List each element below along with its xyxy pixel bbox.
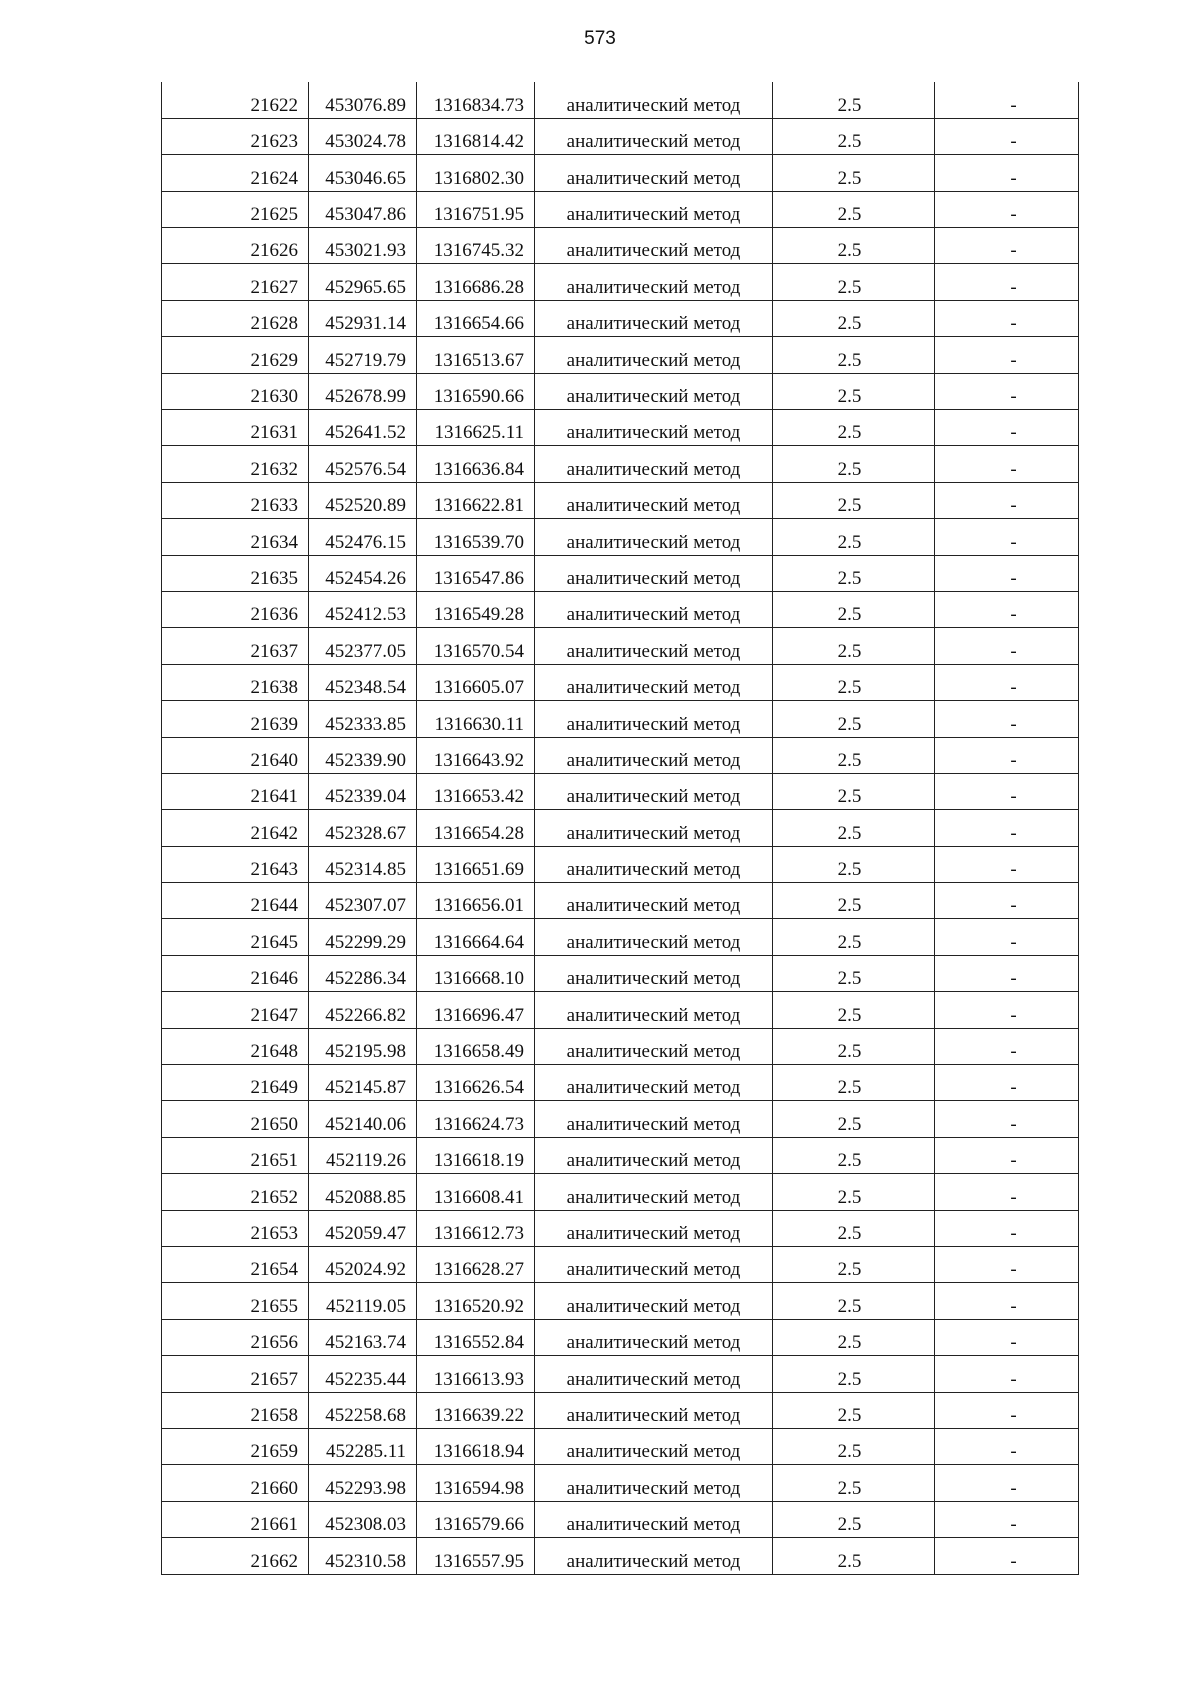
x-coordinate-cell: 452328.67	[309, 810, 417, 846]
y-coordinate-cell: 1316664.64	[417, 919, 535, 955]
method-cell: аналитический метод	[535, 228, 773, 264]
accuracy-cell: 2.5	[773, 482, 935, 518]
table-row	[162, 1538, 1079, 1574]
x-coordinate-cell: 452088.85	[309, 1174, 417, 1210]
coordinates-table-body	[162, 82, 1079, 1574]
method-cell: аналитический метод	[535, 555, 773, 591]
method-cell: аналитический метод	[535, 737, 773, 773]
accuracy-cell: 2.5	[773, 846, 935, 882]
point-number-cell: 21646	[162, 955, 309, 991]
table-row	[162, 773, 1079, 809]
accuracy-cell: 2.5	[773, 919, 935, 955]
method-cell: аналитический метод	[535, 264, 773, 300]
table-row	[162, 1465, 1079, 1501]
table-row	[162, 1392, 1079, 1428]
y-coordinate-cell: 1316590.66	[417, 373, 535, 409]
table-row	[162, 555, 1079, 591]
y-coordinate-cell: 1316552.84	[417, 1319, 535, 1355]
note-cell: -	[935, 1101, 1079, 1137]
method-cell: аналитический метод	[535, 1538, 773, 1574]
x-coordinate-cell: 452299.29	[309, 919, 417, 955]
accuracy-cell: 2.5	[773, 1356, 935, 1392]
point-number-cell: 21632	[162, 446, 309, 482]
point-number-cell: 21641	[162, 773, 309, 809]
note-cell: -	[935, 373, 1079, 409]
point-number-cell: 21653	[162, 1210, 309, 1246]
note-cell: -	[935, 519, 1079, 555]
table-row	[162, 118, 1079, 154]
point-number-cell: 21639	[162, 701, 309, 737]
table-row	[162, 373, 1079, 409]
accuracy-cell: 2.5	[773, 155, 935, 191]
method-cell: аналитический метод	[535, 773, 773, 809]
note-cell: -	[935, 1428, 1079, 1464]
method-cell: аналитический метод	[535, 300, 773, 336]
point-number-cell: 21657	[162, 1356, 309, 1392]
method-cell: аналитический метод	[535, 1247, 773, 1283]
table-row	[162, 1101, 1079, 1137]
y-coordinate-cell: 1316643.92	[417, 737, 535, 773]
note-cell: -	[935, 1392, 1079, 1428]
point-number-cell: 21643	[162, 846, 309, 882]
x-coordinate-cell: 452140.06	[309, 1101, 417, 1137]
y-coordinate-cell: 1316520.92	[417, 1283, 535, 1319]
method-cell: аналитический метод	[535, 191, 773, 227]
accuracy-cell: 2.5	[773, 337, 935, 373]
x-coordinate-cell: 452119.05	[309, 1283, 417, 1319]
point-number-cell: 21636	[162, 591, 309, 627]
method-cell: аналитический метод	[535, 410, 773, 446]
accuracy-cell: 2.5	[773, 373, 935, 409]
method-cell: аналитический метод	[535, 446, 773, 482]
x-coordinate-cell: 452576.54	[309, 446, 417, 482]
table-row	[162, 846, 1079, 882]
x-coordinate-cell: 453076.89	[309, 82, 417, 118]
table-row	[162, 810, 1079, 846]
method-cell: аналитический метод	[535, 373, 773, 409]
table-row	[162, 482, 1079, 518]
note-cell: -	[935, 1319, 1079, 1355]
method-cell: аналитический метод	[535, 482, 773, 518]
table-row	[162, 446, 1079, 482]
method-cell: аналитический метод	[535, 591, 773, 627]
point-number-cell: 21638	[162, 664, 309, 700]
x-coordinate-cell: 452520.89	[309, 482, 417, 518]
y-coordinate-cell: 1316696.47	[417, 992, 535, 1028]
y-coordinate-cell: 1316686.28	[417, 264, 535, 300]
note-cell: -	[935, 228, 1079, 264]
note-cell: -	[935, 1247, 1079, 1283]
table-row	[162, 1501, 1079, 1537]
point-number-cell: 21642	[162, 810, 309, 846]
note-cell: -	[935, 482, 1079, 518]
table-row	[162, 519, 1079, 555]
note-cell: -	[935, 919, 1079, 955]
point-number-cell: 21662	[162, 1538, 309, 1574]
table-row	[162, 228, 1079, 264]
accuracy-cell: 2.5	[773, 628, 935, 664]
y-coordinate-cell: 1316654.28	[417, 810, 535, 846]
method-cell: аналитический метод	[535, 1028, 773, 1064]
note-cell: -	[935, 846, 1079, 882]
point-number-cell: 21649	[162, 1065, 309, 1101]
x-coordinate-cell: 452931.14	[309, 300, 417, 336]
y-coordinate-cell: 1316513.67	[417, 337, 535, 373]
note-cell: -	[935, 1538, 1079, 1574]
method-cell: аналитический метод	[535, 1501, 773, 1537]
y-coordinate-cell: 1316618.94	[417, 1428, 535, 1464]
accuracy-cell: 2.5	[773, 1392, 935, 1428]
coordinates-table	[161, 82, 1079, 1575]
accuracy-cell: 2.5	[773, 701, 935, 737]
y-coordinate-cell: 1316639.22	[417, 1392, 535, 1428]
y-coordinate-cell: 1316625.11	[417, 410, 535, 446]
y-coordinate-cell: 1316618.19	[417, 1137, 535, 1173]
y-coordinate-cell: 1316628.27	[417, 1247, 535, 1283]
point-number-cell: 21627	[162, 264, 309, 300]
y-coordinate-cell: 1316549.28	[417, 591, 535, 627]
accuracy-cell: 2.5	[773, 82, 935, 118]
accuracy-cell: 2.5	[773, 1283, 935, 1319]
method-cell: аналитический метод	[535, 664, 773, 700]
note-cell: -	[935, 955, 1079, 991]
method-cell: аналитический метод	[535, 1101, 773, 1137]
accuracy-cell: 2.5	[773, 446, 935, 482]
table-row	[162, 410, 1079, 446]
note-cell: -	[935, 1065, 1079, 1101]
accuracy-cell: 2.5	[773, 191, 935, 227]
page-number: 573	[584, 28, 616, 49]
note-cell: -	[935, 1210, 1079, 1246]
x-coordinate-cell: 452965.65	[309, 264, 417, 300]
method-cell: аналитический метод	[535, 155, 773, 191]
method-cell: аналитический метод	[535, 883, 773, 919]
table-row	[162, 955, 1079, 991]
table-row	[162, 591, 1079, 627]
note-cell: -	[935, 1028, 1079, 1064]
accuracy-cell: 2.5	[773, 228, 935, 264]
note-cell: -	[935, 1465, 1079, 1501]
accuracy-cell: 2.5	[773, 810, 935, 846]
x-coordinate-cell: 452163.74	[309, 1319, 417, 1355]
y-coordinate-cell: 1316668.10	[417, 955, 535, 991]
method-cell: аналитический метод	[535, 919, 773, 955]
x-coordinate-cell: 452339.90	[309, 737, 417, 773]
y-coordinate-cell: 1316594.98	[417, 1465, 535, 1501]
accuracy-cell: 2.5	[773, 1501, 935, 1537]
y-coordinate-cell: 1316834.73	[417, 82, 535, 118]
note-cell: -	[935, 737, 1079, 773]
method-cell: аналитический метод	[535, 118, 773, 154]
x-coordinate-cell: 453047.86	[309, 191, 417, 227]
table-row	[162, 264, 1079, 300]
accuracy-cell: 2.5	[773, 1174, 935, 1210]
y-coordinate-cell: 1316613.93	[417, 1356, 535, 1392]
method-cell: аналитический метод	[535, 1065, 773, 1101]
note-cell: -	[935, 773, 1079, 809]
accuracy-cell: 2.5	[773, 1028, 935, 1064]
table-row	[162, 1174, 1079, 1210]
accuracy-cell: 2.5	[773, 1065, 935, 1101]
y-coordinate-cell: 1316605.07	[417, 664, 535, 700]
x-coordinate-cell: 453046.65	[309, 155, 417, 191]
accuracy-cell: 2.5	[773, 1319, 935, 1355]
point-number-cell: 21650	[162, 1101, 309, 1137]
point-number-cell: 21635	[162, 555, 309, 591]
note-cell: -	[935, 883, 1079, 919]
y-coordinate-cell: 1316814.42	[417, 118, 535, 154]
y-coordinate-cell: 1316636.84	[417, 446, 535, 482]
point-number-cell: 21630	[162, 373, 309, 409]
y-coordinate-cell: 1316745.32	[417, 228, 535, 264]
accuracy-cell: 2.5	[773, 555, 935, 591]
method-cell: аналитический метод	[535, 1465, 773, 1501]
y-coordinate-cell: 1316630.11	[417, 701, 535, 737]
point-number-cell: 21652	[162, 1174, 309, 1210]
point-number-cell: 21654	[162, 1247, 309, 1283]
x-coordinate-cell: 452024.92	[309, 1247, 417, 1283]
point-number-cell: 21640	[162, 737, 309, 773]
table-row	[162, 992, 1079, 1028]
method-cell: аналитический метод	[535, 810, 773, 846]
note-cell: -	[935, 810, 1079, 846]
y-coordinate-cell: 1316557.95	[417, 1538, 535, 1574]
note-cell: -	[935, 118, 1079, 154]
table-row	[162, 1247, 1079, 1283]
method-cell: аналитический метод	[535, 1210, 773, 1246]
point-number-cell: 21623	[162, 118, 309, 154]
table-row	[162, 337, 1079, 373]
accuracy-cell: 2.5	[773, 992, 935, 1028]
point-number-cell: 21629	[162, 337, 309, 373]
accuracy-cell: 2.5	[773, 664, 935, 700]
x-coordinate-cell: 452293.98	[309, 1465, 417, 1501]
note-cell: -	[935, 82, 1079, 118]
table-row	[162, 155, 1079, 191]
table-row	[162, 1428, 1079, 1464]
accuracy-cell: 2.5	[773, 883, 935, 919]
table-row	[162, 1210, 1079, 1246]
table-row	[162, 1137, 1079, 1173]
y-coordinate-cell: 1316624.73	[417, 1101, 535, 1137]
y-coordinate-cell: 1316539.70	[417, 519, 535, 555]
x-coordinate-cell: 452678.99	[309, 373, 417, 409]
y-coordinate-cell: 1316570.54	[417, 628, 535, 664]
point-number-cell: 21651	[162, 1137, 309, 1173]
accuracy-cell: 2.5	[773, 410, 935, 446]
note-cell: -	[935, 1137, 1079, 1173]
y-coordinate-cell: 1316656.01	[417, 883, 535, 919]
x-coordinate-cell: 452285.11	[309, 1428, 417, 1464]
method-cell: аналитический метод	[535, 1428, 773, 1464]
accuracy-cell: 2.5	[773, 264, 935, 300]
y-coordinate-cell: 1316654.66	[417, 300, 535, 336]
point-number-cell: 21628	[162, 300, 309, 336]
x-coordinate-cell: 452412.53	[309, 591, 417, 627]
accuracy-cell: 2.5	[773, 519, 935, 555]
table-row	[162, 300, 1079, 336]
note-cell: -	[935, 446, 1079, 482]
table-row	[162, 919, 1079, 955]
method-cell: аналитический метод	[535, 82, 773, 118]
note-cell: -	[935, 992, 1079, 1028]
x-coordinate-cell: 452476.15	[309, 519, 417, 555]
x-coordinate-cell: 452266.82	[309, 992, 417, 1028]
note-cell: -	[935, 628, 1079, 664]
method-cell: аналитический метод	[535, 337, 773, 373]
table-row	[162, 628, 1079, 664]
x-coordinate-cell: 452059.47	[309, 1210, 417, 1246]
point-number-cell: 21658	[162, 1392, 309, 1428]
x-coordinate-cell: 452641.52	[309, 410, 417, 446]
method-cell: аналитический метод	[535, 1174, 773, 1210]
accuracy-cell: 2.5	[773, 1101, 935, 1137]
y-coordinate-cell: 1316802.30	[417, 155, 535, 191]
point-number-cell: 21625	[162, 191, 309, 227]
y-coordinate-cell: 1316622.81	[417, 482, 535, 518]
y-coordinate-cell: 1316612.73	[417, 1210, 535, 1246]
x-coordinate-cell: 452377.05	[309, 628, 417, 664]
table-row	[162, 701, 1079, 737]
x-coordinate-cell: 452119.26	[309, 1137, 417, 1173]
note-cell: -	[935, 337, 1079, 373]
x-coordinate-cell: 453024.78	[309, 118, 417, 154]
point-number-cell: 21631	[162, 410, 309, 446]
table-row	[162, 1065, 1079, 1101]
method-cell: аналитический метод	[535, 992, 773, 1028]
accuracy-cell: 2.5	[773, 1210, 935, 1246]
x-coordinate-cell: 452235.44	[309, 1356, 417, 1392]
table-row	[162, 1283, 1079, 1319]
accuracy-cell: 2.5	[773, 1428, 935, 1464]
point-number-cell: 21660	[162, 1465, 309, 1501]
note-cell: -	[935, 410, 1079, 446]
method-cell: аналитический метод	[535, 1392, 773, 1428]
point-number-cell: 21659	[162, 1428, 309, 1464]
x-coordinate-cell: 452314.85	[309, 846, 417, 882]
x-coordinate-cell: 452719.79	[309, 337, 417, 373]
y-coordinate-cell: 1316651.69	[417, 846, 535, 882]
point-number-cell: 21622	[162, 82, 309, 118]
y-coordinate-cell: 1316751.95	[417, 191, 535, 227]
point-number-cell: 21661	[162, 1501, 309, 1537]
note-cell: -	[935, 300, 1079, 336]
accuracy-cell: 2.5	[773, 773, 935, 809]
method-cell: аналитический метод	[535, 701, 773, 737]
table-row	[162, 664, 1079, 700]
table-row	[162, 737, 1079, 773]
point-number-cell: 21624	[162, 155, 309, 191]
note-cell: -	[935, 1174, 1079, 1210]
method-cell: аналитический метод	[535, 1283, 773, 1319]
note-cell: -	[935, 1356, 1079, 1392]
y-coordinate-cell: 1316653.42	[417, 773, 535, 809]
point-number-cell: 21634	[162, 519, 309, 555]
x-coordinate-cell: 452258.68	[309, 1392, 417, 1428]
point-number-cell: 21645	[162, 919, 309, 955]
x-coordinate-cell: 452339.04	[309, 773, 417, 809]
table-row	[162, 82, 1079, 118]
x-coordinate-cell: 453021.93	[309, 228, 417, 264]
method-cell: аналитический метод	[535, 519, 773, 555]
method-cell: аналитический метод	[535, 846, 773, 882]
point-number-cell: 21644	[162, 883, 309, 919]
accuracy-cell: 2.5	[773, 1247, 935, 1283]
note-cell: -	[935, 591, 1079, 627]
accuracy-cell: 2.5	[773, 118, 935, 154]
accuracy-cell: 2.5	[773, 1538, 935, 1574]
point-number-cell: 21648	[162, 1028, 309, 1064]
method-cell: аналитический метод	[535, 1137, 773, 1173]
method-cell: аналитический метод	[535, 628, 773, 664]
x-coordinate-cell: 452310.58	[309, 1538, 417, 1574]
y-coordinate-cell: 1316608.41	[417, 1174, 535, 1210]
x-coordinate-cell: 452348.54	[309, 664, 417, 700]
x-coordinate-cell: 452286.34	[309, 955, 417, 991]
note-cell: -	[935, 555, 1079, 591]
y-coordinate-cell: 1316658.49	[417, 1028, 535, 1064]
table-row	[162, 1319, 1079, 1355]
note-cell: -	[935, 1501, 1079, 1537]
method-cell: аналитический метод	[535, 955, 773, 991]
x-coordinate-cell: 452307.07	[309, 883, 417, 919]
method-cell: аналитический метод	[535, 1356, 773, 1392]
x-coordinate-cell: 452308.03	[309, 1501, 417, 1537]
table-row	[162, 191, 1079, 227]
note-cell: -	[935, 664, 1079, 700]
accuracy-cell: 2.5	[773, 737, 935, 773]
note-cell: -	[935, 191, 1079, 227]
accuracy-cell: 2.5	[773, 1137, 935, 1173]
y-coordinate-cell: 1316626.54	[417, 1065, 535, 1101]
accuracy-cell: 2.5	[773, 591, 935, 627]
x-coordinate-cell: 452145.87	[309, 1065, 417, 1101]
point-number-cell: 21655	[162, 1283, 309, 1319]
note-cell: -	[935, 1283, 1079, 1319]
table-row	[162, 883, 1079, 919]
note-cell: -	[935, 701, 1079, 737]
accuracy-cell: 2.5	[773, 300, 935, 336]
note-cell: -	[935, 155, 1079, 191]
x-coordinate-cell: 452333.85	[309, 701, 417, 737]
accuracy-cell: 2.5	[773, 955, 935, 991]
note-cell: -	[935, 264, 1079, 300]
point-number-cell: 21633	[162, 482, 309, 518]
table-row	[162, 1356, 1079, 1392]
accuracy-cell: 2.5	[773, 1465, 935, 1501]
point-number-cell: 21626	[162, 228, 309, 264]
method-cell: аналитический метод	[535, 1319, 773, 1355]
point-number-cell: 21637	[162, 628, 309, 664]
table-row	[162, 1028, 1079, 1064]
y-coordinate-cell: 1316579.66	[417, 1501, 535, 1537]
x-coordinate-cell: 452454.26	[309, 555, 417, 591]
point-number-cell: 21656	[162, 1319, 309, 1355]
y-coordinate-cell: 1316547.86	[417, 555, 535, 591]
point-number-cell: 21647	[162, 992, 309, 1028]
x-coordinate-cell: 452195.98	[309, 1028, 417, 1064]
